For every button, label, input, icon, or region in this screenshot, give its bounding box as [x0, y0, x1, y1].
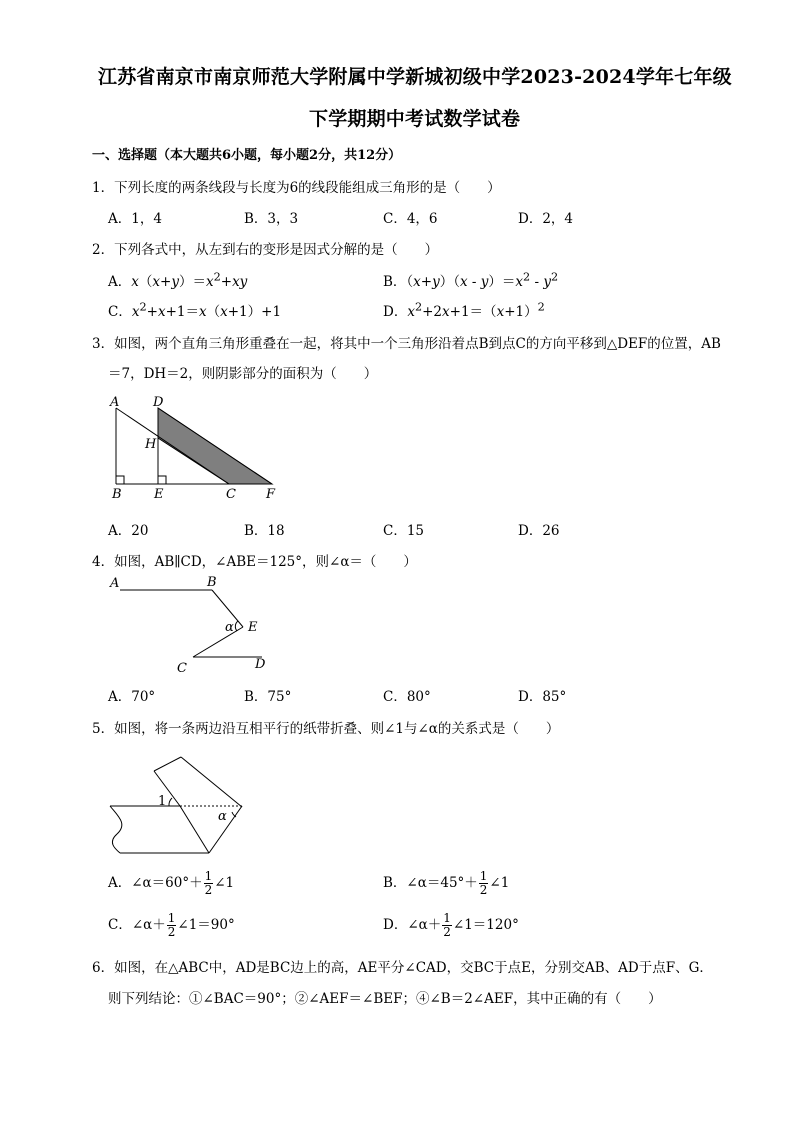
q3-label-d: D [153, 395, 164, 410]
section-heading: 一、选择题（本大题共6小题，每小题2分，共12分） [92, 148, 402, 163]
q2-option-d: D．$x^2+2x+1=(x+1)^2$ [383, 300, 545, 320]
q3-option-b: B．18 [244, 523, 285, 539]
q3-label-b: B [112, 487, 122, 502]
q4-label-d: D [255, 657, 266, 672]
q3-stem-line2: ＝7，DH＝2，则阴影部分的面积为（ ） [108, 366, 378, 382]
q3-option-d: D．26 [518, 523, 560, 539]
q5-option-d: D．∠α＋ $\frac{1}{2}$ ∠1＝120° [383, 911, 519, 939]
exam-title-line1: 江苏省南京市南京师范大学附属中学新城初级中学2023-2024学年七年级 [98, 66, 732, 88]
q5-option-c: C．∠α＋ $\frac{1}{2}$ ∠1＝90° [108, 911, 235, 939]
q3-label-e: E [154, 487, 164, 502]
q4-option-c: C．80° [383, 689, 431, 705]
q3-stem-line1: 3．如图，两个直角三角形重叠在一起，将其中一个三角形沿着点B到点C的方向平移到△DEF的位置，AB [92, 336, 721, 352]
q1-option-c: C．4，6 [383, 211, 438, 227]
q4-stem: 4．如图，AB∥CD，∠ABE＝125°，则∠α＝（ ） [92, 554, 417, 570]
q1-option-b: B．3，3 [244, 211, 299, 227]
q4-option-a: A．70° [108, 689, 156, 705]
q3-label-h: H [145, 437, 157, 452]
q4-option-d: D．85° [518, 689, 567, 705]
q3-label-a: A [110, 395, 120, 410]
q5-label-alpha: α [218, 809, 227, 824]
q2-option-b: B．$(x+y)(x - y)=x^2 - y^2$ [383, 270, 559, 290]
q4-option-b: B．75° [244, 689, 292, 705]
q1-option-d: D．2，4 [518, 211, 574, 227]
q3-option-a: A．20 [108, 523, 149, 539]
q4-label-e: E [248, 620, 258, 635]
q3-label-f: F [266, 487, 276, 502]
q1-option-a: A．1，4 [108, 211, 162, 227]
q3-label-c: C [226, 487, 236, 502]
q4-label-alpha: α [225, 620, 234, 635]
q3-option-c: C．15 [383, 523, 425, 539]
q5-option-a: A．∠α＝60°＋ $\frac{1}{2}$ ∠1 [108, 869, 235, 897]
q2-stem: 2．下列各式中，从左到右的变形是因式分解的是（ ） [92, 242, 439, 258]
q4-label-c: C [177, 661, 187, 676]
q6-stem-line1: 6．如图，在△ABC中，AD是BC边上的高，AE平分∠CAD，交BC于点E，分别交AB、AD于点F、G． [92, 960, 713, 976]
q5-stem: 5．如图，将一条两边沿互相平行的纸带折叠、则∠1与∠α的关系式是（ ） [92, 721, 560, 737]
q2-option-a: A．$x(x+y)=x^2+xy$ [108, 270, 248, 290]
q4-label-a: A [110, 576, 120, 591]
q4-label-b: B [207, 575, 217, 590]
q6-stem-line2: 则下列结论：①∠BAC＝90°；②∠AEF＝∠BEF；④∠B＝2∠AEF，其中正确的有（ ） [108, 991, 662, 1007]
q2-option-c: C．$x^2+x+1=x(x+1)+1$ [108, 300, 282, 320]
q5-option-b: B．∠α＝45°＋ $\frac{1}{2}$ ∠1 [383, 869, 510, 897]
q5-label-angle1: 1 [158, 794, 167, 809]
exam-title-line2: 下学期期中考试数学试卷 [309, 108, 521, 130]
q1-stem: 1．下列长度的两条线段与长度为6的线段能组成三角形的是（ ） [92, 180, 501, 196]
